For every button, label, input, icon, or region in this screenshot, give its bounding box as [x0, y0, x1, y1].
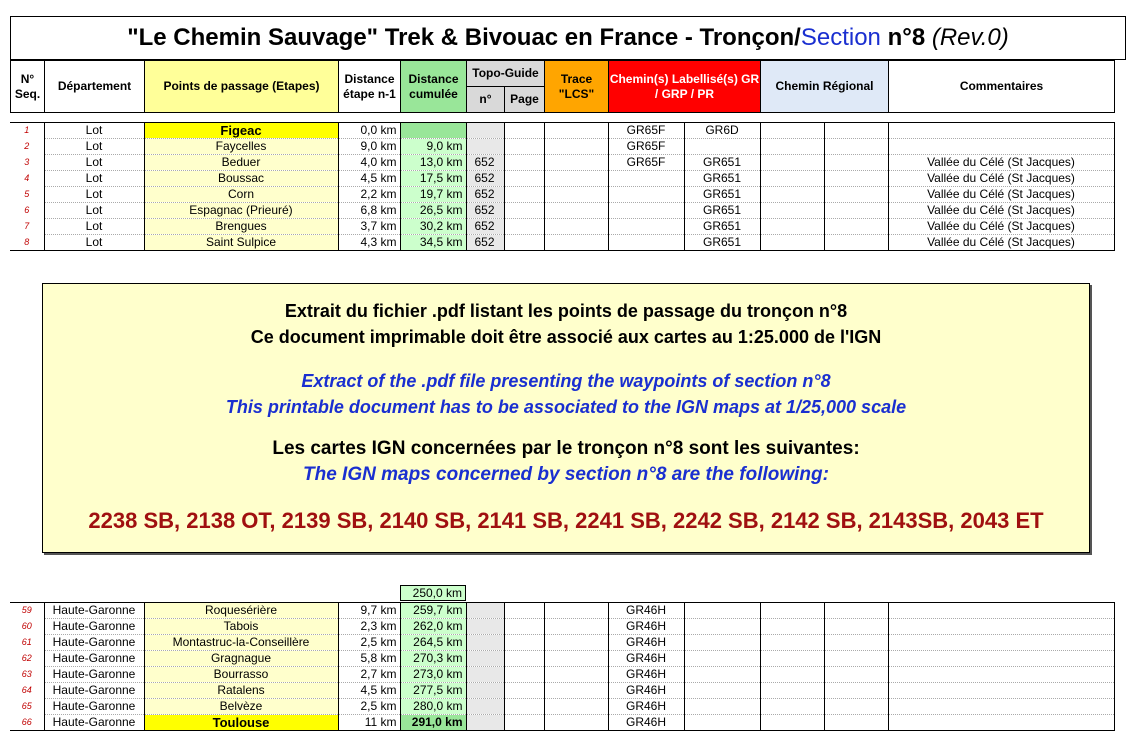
departement-cell: Lot: [44, 123, 144, 139]
trace-cell: [544, 139, 608, 155]
comment-cell: Vallée du Célé (St Jacques): [888, 171, 1114, 187]
header-cumul: Distance cumulée: [401, 61, 467, 113]
regional-cell-1: [760, 667, 824, 683]
regional-cell-2: [824, 155, 888, 171]
departement-cell: Lot: [44, 155, 144, 171]
regional-cell-2: [824, 667, 888, 683]
cumul-cell: 262,0 km: [400, 619, 466, 635]
cumul-cell: 26,5 km: [400, 203, 466, 219]
regional-cell-2: [824, 715, 888, 731]
trace-cell: [544, 619, 608, 635]
comment-cell: [888, 635, 1114, 651]
trace-cell: [544, 651, 608, 667]
table-row: [10, 715, 1114, 731]
topo-page-cell: [504, 155, 544, 171]
title-main: "Le Chemin Sauvage" Trek & Bivouac en France - Tronçon/: [127, 24, 801, 51]
departement-cell: Haute-Garonne: [44, 667, 144, 683]
regional-cell-2: [824, 123, 888, 139]
comment-cell: [888, 619, 1114, 635]
seq-cell: 7: [24, 221, 30, 231]
regional-cell-1: [760, 123, 824, 139]
cumul-cell: 291,0 km: [400, 715, 466, 731]
chemin-cell-2: [684, 619, 760, 635]
point-cell: Faycelles: [144, 139, 338, 155]
comment-cell: [888, 667, 1114, 683]
regional-cell-2: [824, 603, 888, 619]
chemin-cell-2: GR651: [684, 187, 760, 203]
chemin-cell-2: GR6D: [684, 123, 760, 139]
distance-cell: 11 km: [338, 715, 400, 731]
topo-page-cell: [504, 667, 544, 683]
chemin-cell-2: GR651: [684, 235, 760, 251]
departement-cell: Lot: [44, 235, 144, 251]
chemin-cell-2: GR651: [684, 171, 760, 187]
regional-cell-2: [824, 651, 888, 667]
topo-page-cell: [504, 139, 544, 155]
waypoints-table-top: [10, 122, 1115, 251]
chemin-cell-2: GR651: [684, 219, 760, 235]
ign-map-list: 2238 SB, 2138 OT, 2139 SB, 2140 SB, 2141 SB, 2241 SB, 2242 SB, 2142 SB, 2143SB, 2043 ET: [88, 508, 1044, 533]
seq-cell: 66: [10, 715, 44, 731]
chemin-cell-1: GR46H: [608, 603, 684, 619]
seq-cell: 4: [24, 173, 30, 183]
table-row: [10, 619, 1114, 635]
point-cell: Roquesérière: [144, 603, 338, 619]
point-cell: Corn: [144, 187, 338, 203]
topo-n-cell: 652: [466, 219, 504, 235]
chemin-cell-1: GR46H: [608, 635, 684, 651]
topo-n-cell: 652: [466, 155, 504, 171]
distance-cell: 2,7 km: [338, 667, 400, 683]
comment-cell: [888, 139, 1114, 155]
cumul-cell: 277,5 km: [400, 683, 466, 699]
title-revision: (Rev.0): [931, 24, 1009, 51]
regional-cell-2: [824, 219, 888, 235]
distance-cell: 2,3 km: [338, 619, 400, 635]
distance-cell: 4,5 km: [338, 171, 400, 187]
chemin-cell-1: GR46H: [608, 667, 684, 683]
info-en-line1: Extract of the .pdf file presenting the waypoints of section n°8: [301, 371, 831, 391]
carry-over-value: 250,0 km: [412, 586, 462, 600]
seq-cell: 5: [24, 189, 30, 199]
trace-cell: [544, 155, 608, 171]
topo-n-cell: [466, 603, 504, 619]
comment-cell: Vallée du Célé (St Jacques): [888, 235, 1114, 251]
chemin-cell-2: GR651: [684, 203, 760, 219]
regional-cell-1: [760, 171, 824, 187]
cumul-cell: 270,3 km: [400, 651, 466, 667]
regional-cell-2: [824, 235, 888, 251]
topo-page-cell: [504, 699, 544, 715]
regional-cell-1: [760, 619, 824, 635]
trace-cell: [544, 667, 608, 683]
point-cell: Gragnague: [144, 651, 338, 667]
departement-cell: Lot: [44, 187, 144, 203]
distance-cell: 5,8 km: [338, 651, 400, 667]
header-trace: Trace "LCS": [545, 61, 609, 113]
topo-n-cell: 652: [466, 203, 504, 219]
point-cell: Montastruc-la-Conseillère: [144, 635, 338, 651]
cumul-cell: 259,7 km: [400, 603, 466, 619]
comment-cell: [888, 123, 1114, 139]
seq-cell: 3: [24, 157, 30, 167]
regional-cell-2: [824, 699, 888, 715]
trace-cell: [544, 235, 608, 251]
table-row: [10, 683, 1114, 699]
topo-n-cell: [466, 651, 504, 667]
cumul-cell: 280,0 km: [400, 699, 466, 715]
carry-over-cumul: [400, 585, 466, 601]
trace-cell: [544, 603, 608, 619]
chemin-cell-1: [608, 203, 684, 219]
distance-cell: 2,5 km: [338, 635, 400, 651]
header-distance: Distance étape n-1: [339, 61, 401, 113]
cumul-cell: [400, 123, 466, 139]
comment-cell: [888, 699, 1114, 715]
topo-page-cell: [504, 651, 544, 667]
chemin-cell-1: GR46H: [608, 683, 684, 699]
header-departement: Département: [45, 61, 145, 113]
header-topo: Topo-Guide: [467, 61, 545, 87]
distance-cell: 4,5 km: [338, 683, 400, 699]
topo-page-cell: [504, 619, 544, 635]
topo-page-cell: [504, 603, 544, 619]
regional-cell-1: [760, 139, 824, 155]
header-topo-page: Page: [505, 87, 545, 113]
table-row: [10, 155, 1114, 171]
regional-cell-2: [824, 683, 888, 699]
point-cell: Belvèze: [144, 699, 338, 715]
topo-page-cell: [504, 187, 544, 203]
trace-cell: [544, 219, 608, 235]
trace-cell: [544, 699, 608, 715]
table-row: [10, 139, 1114, 155]
regional-cell-2: [824, 203, 888, 219]
regional-cell-2: [824, 171, 888, 187]
departement-cell: Haute-Garonne: [44, 603, 144, 619]
seq-cell: 2: [24, 141, 30, 151]
cumul-cell: 30,2 km: [400, 219, 466, 235]
distance-cell: 9,7 km: [338, 603, 400, 619]
topo-page-cell: [504, 715, 544, 731]
topo-n-cell: [466, 635, 504, 651]
table-row: [10, 667, 1114, 683]
header-regional: Chemin Régional: [761, 61, 889, 113]
header-topo-n: n°: [467, 87, 505, 113]
seq-cell: 63: [21, 669, 32, 679]
departement-cell: Haute-Garonne: [44, 619, 144, 635]
info-maps-fr: Les cartes IGN concernées par le tronçon n°8 sont les suivantes:: [272, 438, 860, 459]
departement-cell: Lot: [44, 139, 144, 155]
topo-page-cell: [504, 203, 544, 219]
chemin-cell-2: [684, 699, 760, 715]
topo-n-cell: 652: [466, 187, 504, 203]
chemin-cell-1: GR46H: [608, 619, 684, 635]
distance-cell: 4,0 km: [338, 155, 400, 171]
chemin-cell-1: GR46H: [608, 651, 684, 667]
point-cell: Tabois: [144, 619, 338, 635]
seq-cell: 64: [21, 685, 32, 695]
point-cell: Toulouse: [144, 715, 338, 731]
point-cell: Brengues: [144, 219, 338, 235]
table-row: [10, 187, 1114, 203]
topo-n-cell: [466, 715, 504, 731]
point-cell: Ratalens: [144, 683, 338, 699]
regional-cell-2: [824, 187, 888, 203]
trace-cell: [544, 203, 608, 219]
departement-cell: Lot: [44, 171, 144, 187]
header-chemins: Chemin(s) Labellisé(s) GR / GRP / PR: [609, 61, 761, 113]
table-row: [10, 699, 1114, 715]
point-cell: Espagnac (Prieuré): [144, 203, 338, 219]
regional-cell-1: [760, 683, 824, 699]
regional-cell-1: [760, 635, 824, 651]
table-row: [10, 219, 1114, 235]
departement-cell: Lot: [44, 203, 144, 219]
chemin-cell-1: GR65F: [608, 123, 684, 139]
table-row: [10, 123, 1114, 139]
topo-n-cell: [466, 619, 504, 635]
cumul-cell: 273,0 km: [400, 667, 466, 683]
chemin-cell-2: [684, 635, 760, 651]
chemin-cell-1: [608, 171, 684, 187]
regional-cell-1: [760, 187, 824, 203]
regional-cell-1: [760, 715, 824, 731]
topo-page-cell: [504, 235, 544, 251]
seq-cell: 8: [10, 235, 44, 251]
cumul-cell: 34,5 km: [400, 235, 466, 251]
regional-cell-1: [760, 219, 824, 235]
chemin-cell-1: [608, 219, 684, 235]
seq-cell: 59: [10, 603, 44, 619]
table-row: [10, 235, 1114, 251]
table-row: [10, 603, 1114, 619]
trace-cell: [544, 715, 608, 731]
trace-cell: [544, 635, 608, 651]
departement-cell: Lot: [44, 219, 144, 235]
trace-cell: [544, 171, 608, 187]
topo-n-cell: [466, 139, 504, 155]
regional-cell-2: [824, 635, 888, 651]
topo-page-cell: [504, 219, 544, 235]
trace-cell: [544, 683, 608, 699]
distance-cell: 4,3 km: [338, 235, 400, 251]
seq-cell: 6: [24, 205, 30, 215]
point-cell: Figeac: [144, 123, 338, 139]
comment-cell: Vallée du Célé (St Jacques): [888, 219, 1114, 235]
cumul-cell: 19,7 km: [400, 187, 466, 203]
point-cell: Bourrasso: [144, 667, 338, 683]
table-row: [10, 651, 1114, 667]
table-row: [10, 171, 1114, 187]
topo-n-cell: 652: [466, 171, 504, 187]
departement-cell: Haute-Garonne: [44, 715, 144, 731]
info-en-line2: This printable document has to be associated to the IGN maps at 1/25,000 scale: [225, 397, 907, 417]
chemin-cell-1: GR46H: [608, 699, 684, 715]
regional-cell-1: [760, 155, 824, 171]
table-row: [10, 635, 1114, 651]
topo-page-cell: [504, 683, 544, 699]
chemin-cell-2: [684, 683, 760, 699]
header-seq: N° Seq.: [11, 61, 45, 113]
info-box: [42, 283, 1090, 553]
header-table: [10, 60, 1115, 113]
document-title: [10, 16, 1126, 60]
seq-cell: 65: [21, 701, 32, 711]
chemin-cell-1: GR65F: [608, 139, 684, 155]
seq-cell: 61: [21, 637, 32, 647]
regional-cell-1: [760, 603, 824, 619]
distance-cell: 2,5 km: [338, 699, 400, 715]
comment-cell: [888, 651, 1114, 667]
seq-cell: 1: [10, 123, 44, 139]
table-row: [10, 203, 1114, 219]
cumul-cell: 264,5 km: [400, 635, 466, 651]
trace-cell: [544, 123, 608, 139]
departement-cell: Haute-Garonne: [44, 651, 144, 667]
header-points: Points de passage (Etapes): [145, 61, 339, 113]
departement-cell: Haute-Garonne: [44, 699, 144, 715]
topo-n-cell: 652: [466, 235, 504, 251]
chemin-cell-2: [684, 603, 760, 619]
comment-cell: [888, 683, 1114, 699]
header-commentaires: Commentaires: [889, 61, 1115, 113]
chemin-cell-2: GR651: [684, 155, 760, 171]
title-number: n°8: [880, 24, 932, 51]
chemin-cell-2: [684, 651, 760, 667]
comment-cell: Vallée du Célé (St Jacques): [888, 155, 1114, 171]
topo-n-cell: [466, 667, 504, 683]
comment-cell: Vallée du Célé (St Jacques): [888, 203, 1114, 219]
waypoints-table-bottom: [10, 602, 1115, 731]
cumul-cell: 17,5 km: [400, 171, 466, 187]
regional-cell-1: [760, 235, 824, 251]
comment-cell: Vallée du Célé (St Jacques): [888, 187, 1114, 203]
chemin-cell-1: [608, 235, 684, 251]
distance-cell: 3,7 km: [338, 219, 400, 235]
chemin-cell-2: [684, 715, 760, 731]
topo-n-cell: [466, 699, 504, 715]
regional-cell-1: [760, 651, 824, 667]
regional-cell-1: [760, 699, 824, 715]
chemin-cell-1: [608, 187, 684, 203]
info-maps-en: The IGN maps concerned by section n°8 are the following:: [303, 464, 829, 485]
departement-cell: Haute-Garonne: [44, 683, 144, 699]
distance-cell: 9,0 km: [338, 139, 400, 155]
cumul-cell: 9,0 km: [400, 139, 466, 155]
point-cell: Saint Sulpice: [144, 235, 338, 251]
chemin-cell-2: [684, 139, 760, 155]
info-fr-line1: Extrait du fichier .pdf listant les points de passage du tronçon n°8: [284, 301, 848, 321]
regional-cell-1: [760, 203, 824, 219]
chemin-cell-1: GR65F: [608, 155, 684, 171]
seq-cell: 60: [21, 621, 32, 631]
distance-cell: 2,2 km: [338, 187, 400, 203]
distance-cell: 0,0 km: [338, 123, 400, 139]
seq-cell: 62: [21, 653, 32, 663]
departement-cell: Haute-Garonne: [44, 635, 144, 651]
trace-cell: [544, 187, 608, 203]
chemin-cell-1: GR46H: [608, 715, 684, 731]
regional-cell-2: [824, 619, 888, 635]
cumul-cell: 13,0 km: [400, 155, 466, 171]
topo-n-cell: [466, 683, 504, 699]
chemin-cell-2: [684, 667, 760, 683]
point-cell: Boussac: [144, 171, 338, 187]
topo-page-cell: [504, 123, 544, 139]
title-section: Section: [800, 24, 881, 51]
regional-cell-2: [824, 139, 888, 155]
topo-page-cell: [504, 635, 544, 651]
topo-n-cell: [466, 123, 504, 139]
point-cell: Beduer: [144, 155, 338, 171]
info-fr-line2: Ce document imprimable doit être associé aux cartes au 1:25.000 de l'IGN: [250, 327, 882, 347]
distance-cell: 6,8 km: [338, 203, 400, 219]
comment-cell: [888, 603, 1114, 619]
comment-cell: [888, 715, 1114, 731]
topo-page-cell: [504, 171, 544, 187]
